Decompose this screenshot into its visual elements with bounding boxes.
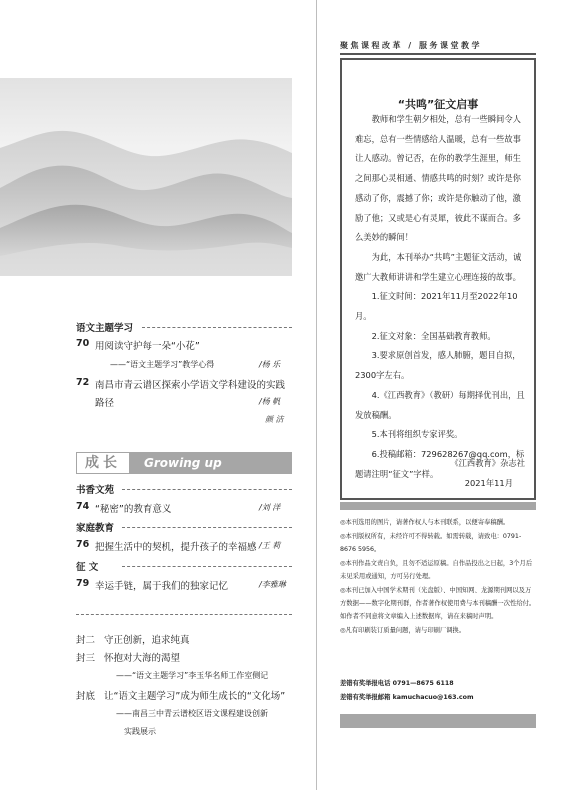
page-number: 72 — [76, 377, 90, 388]
banner-english: Growing up — [144, 456, 222, 470]
notice-paragraph: 教师和学生朝夕相处，总有一些瞬间令人难忘，总有一些情感给人温暖，总有一些故事让人感动。曾记否，在你的教学生涯里，师生之间那心灵相通、情感共鸣的时刻？或许是你感动了你，震撼了你；或许是你触动了他，激励了他；又或是心有灵犀，彼此不谋而合。多么美妙的瞬间！ — [355, 114, 521, 243]
notice-paragraph: 为此，本刊举办“共鸣”主题征文活动，诚邀广大教师讲讲和学生建立心理连接的故事。 — [355, 251, 522, 282]
article-title[interactable]: 守正创新，追求纯真 — [104, 635, 190, 646]
page-number: 76 — [76, 539, 90, 550]
note-item: ◎本刊版权所有，未经许可不得转载。如需转载，请致电：0791-8676 5956。 — [340, 533, 522, 553]
article-subtitle: ——南昌三中青云谱校区语文课程建设创新 — [116, 709, 268, 718]
article-title[interactable]: “秘密”的教育意义 — [95, 504, 172, 515]
section-jiating-heading: 家庭教育 — [76, 523, 115, 534]
page-number: 79 — [76, 578, 90, 589]
article-title[interactable]: 让“语文主题学习”成为师生成长的“文化场” — [104, 691, 286, 702]
section-shuxiang-heading: 书香文苑 — [76, 485, 115, 496]
dash-leader — [122, 489, 292, 490]
article-author: /刘 洋 — [259, 503, 281, 512]
article-title[interactable]: 南昌市青云谱区探索小学语文学科建设的实践 — [95, 380, 286, 391]
notice-paragraph: 1.征文时间：2021年11月至2022年10月。 — [355, 291, 518, 322]
report-phone: 差错有奖举报电话 0791—8675 6118 — [340, 680, 454, 687]
article-title[interactable]: 怀抱对大海的渴望 — [104, 653, 181, 664]
article-author: /王 莉 — [259, 541, 281, 550]
header-rule — [340, 53, 536, 55]
note-item: ◎本刊选用的图片，请著作权人与本刊联系，以便寄奉稿酬。 — [340, 519, 510, 526]
banner-chinese: 成长 — [76, 452, 130, 474]
notice-paragraph: 2.征文对象：全国基础教育教师。 — [371, 330, 496, 341]
copyright-notes — [340, 516, 536, 638]
article-title[interactable]: 用阅读守护每一朵“小花” — [95, 341, 200, 352]
cover-label: 封底 — [76, 691, 96, 702]
magazine-slogan: 聚焦课程改革 / 服务课堂教学 — [340, 41, 482, 50]
notice-signature — [355, 454, 525, 493]
ink-mountain-landscape-icon — [0, 78, 292, 276]
cover-label: 封三 — [76, 653, 96, 664]
article-author: 颜 洁 — [265, 415, 284, 424]
notice-body — [355, 110, 525, 484]
article-subtitle: ——“语文主题学习”教学心得 — [110, 360, 215, 369]
notice-title: “共鸣”征文启事 — [397, 98, 479, 111]
notice-paragraph: 3.要求原创首发，感人肺腑，题目自拟，2300字左右。 — [355, 350, 521, 381]
column-divider — [316, 0, 317, 790]
article-subtitle-cont: 实践展示 — [124, 727, 156, 736]
section-yuwen-heading: 语文主题学习 — [76, 323, 134, 334]
dash-leader — [122, 566, 292, 567]
note-item: ◎凡有印刷装订质量问题，请与印刷厂调换。 — [340, 627, 466, 634]
notice-paragraph: 4.《江西教育》（教研）每期择优刊出，且发放稿酬。 — [355, 389, 525, 420]
article-subtitle: ——“语文主题学习”李玉华名师工作室侧记 — [116, 671, 269, 680]
growing-up-banner — [76, 452, 292, 474]
article-author: /杨 帆 — [259, 397, 281, 406]
article-author: /杨 乐 — [259, 360, 281, 369]
report-email[interactable]: 差错有奖举报邮箱 kamuchacuo@163.com — [340, 694, 474, 701]
note-item: ◎本刊已加入中国学术期刊（光盘版）、中国知网、龙源期刊网以及万方数据——数字化期刊群，作者著作权使用费与本刊稿酬一次性给付。如作者不同意将文章编入上述数据库，请在来稿时声明。 — [340, 587, 536, 620]
dash-leader — [122, 527, 292, 528]
notice-paragraph: 5.本刊将组织专家评奖。 — [371, 429, 463, 440]
cover-label: 封二 — [76, 635, 96, 646]
notice-date: 2021年11月 — [464, 477, 513, 488]
publisher-name: 《江西教育》杂志社 — [450, 458, 525, 468]
article-title[interactable]: 幸运手链，属于我们的独家记忆 — [95, 581, 229, 592]
grey-bar — [340, 714, 536, 728]
dash-leader — [142, 327, 292, 328]
grey-bar — [340, 502, 536, 510]
note-item: ◎本刊作品文责自负，且勿不适运原稿。自作品投出之日起，3个月后未见采用或通知，方可另行处理。 — [340, 560, 533, 580]
notice-paragraph[interactable]: 6.投稿邮箱：729628267@qq.com，标题请注明“征文”字样。 — [355, 448, 525, 479]
page-number: 74 — [76, 501, 90, 512]
section-zhengwen-heading: 征 文 — [76, 562, 99, 573]
article-title[interactable]: 把握生活中的契机，提升孩子的幸福感 — [95, 542, 257, 553]
article-title-cont[interactable]: 路径 — [95, 398, 115, 409]
article-author: /李雅琳 — [259, 580, 286, 589]
page-number: 70 — [76, 338, 90, 349]
separator — [76, 614, 292, 615]
